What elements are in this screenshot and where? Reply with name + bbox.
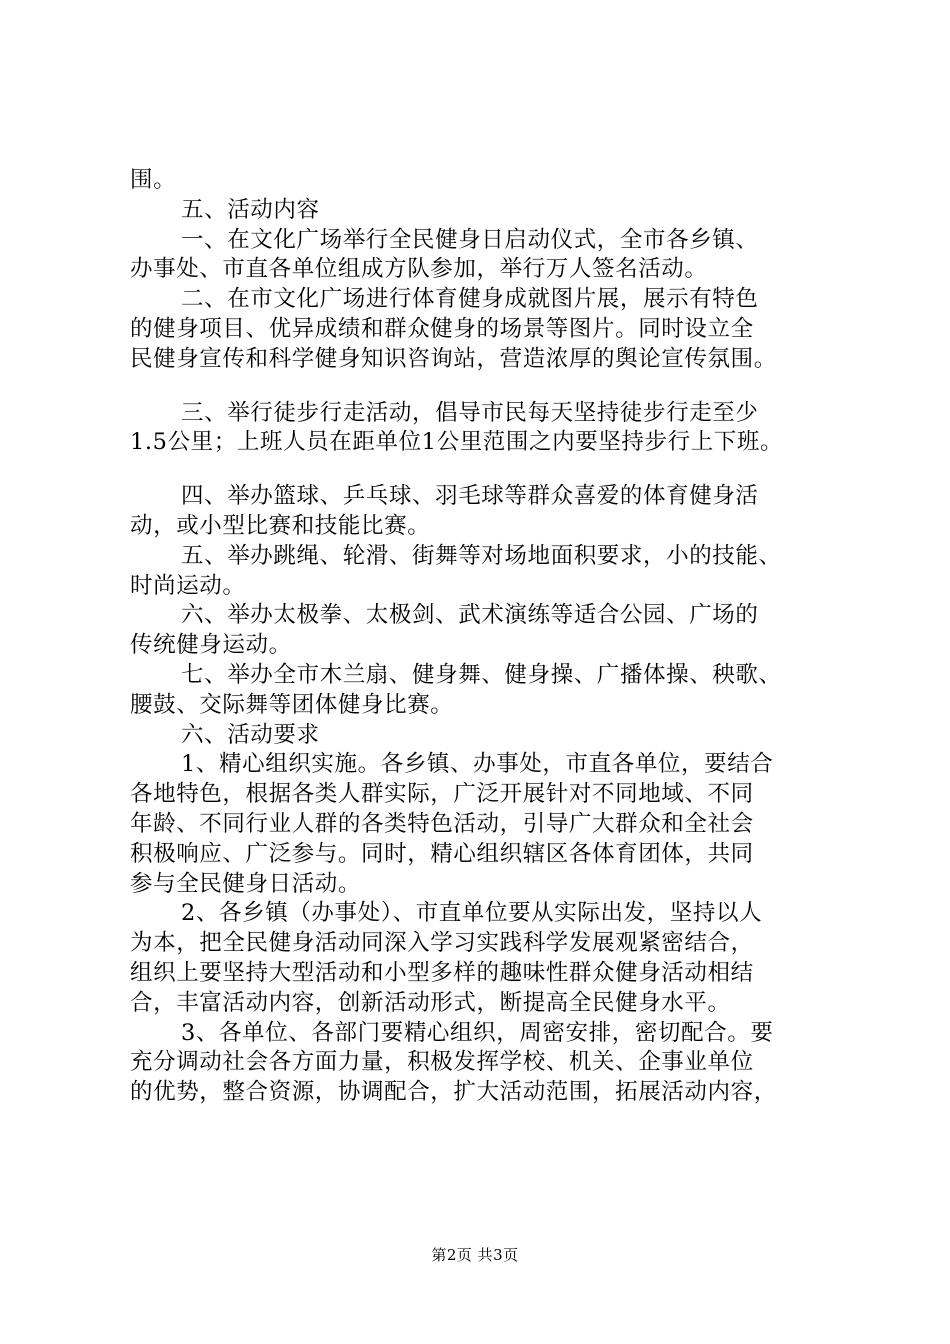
page-footer: 第2页 共3页 bbox=[431, 1246, 519, 1264]
text-line: 合，丰富活动内容，创新活动形式，断提高全民健身水平。 bbox=[130, 989, 731, 1016]
text-line: 民健身宣传和科学健身知识咨询站，营造浓厚的舆论宣传氛围。 bbox=[130, 345, 777, 372]
text-line: 办事处、市直各单位组成方队参加，举行万人签名活动。 bbox=[130, 256, 708, 283]
text-line: 组织上要坚持大型活动和小型多样的趣味性群众健身活动相结 bbox=[130, 959, 754, 986]
text-line: 的优势，整合资源，协调配合，扩大活动范围，拓展活动内容， bbox=[130, 1079, 777, 1106]
text-line: 时尚运动。 bbox=[130, 572, 246, 599]
text-line: 2、各乡镇（办事处）、市直单位要从实际出发，坚持以人 bbox=[181, 900, 763, 927]
text-line: 三、举行徒步行走活动，倡导市民每天坚持徒步行走至少 bbox=[181, 399, 759, 426]
text-line: 各地特色，根据各类人群实际，广泛开展针对不同地域、不同 bbox=[130, 781, 754, 808]
section-heading: 六、活动要求 bbox=[181, 721, 320, 748]
text-line: 四、举办篮球、乒乓球、羽毛球等群众喜爱的体育健身活 bbox=[181, 483, 759, 510]
text-line: 充分调动社会各方面力量，积极发挥学校、机关、企事业单位 bbox=[130, 1049, 754, 1076]
paragraph-gap bbox=[130, 458, 845, 482]
text-line: 1.5公里；上班人员在距单位1公里范围之内要坚持步行上下班。 bbox=[130, 429, 784, 456]
document-body bbox=[130, 166, 845, 1108]
text-line: 积极响应、广泛参与。同时，精心组织辖区各体育团体，共同 bbox=[130, 840, 754, 867]
text-line: 3、各单位、各部门要精心组织，周密安排，密切配合。要 bbox=[181, 1019, 774, 1046]
text-line: 1、精心组织实施。各乡镇、办事处，市直各单位，要结合 bbox=[181, 751, 774, 778]
text-line: 年龄、不同行业人群的各类特色活动，引导广大群众和全社会 bbox=[130, 810, 754, 837]
paragraph-gap bbox=[130, 375, 845, 399]
text-line: 参与全民健身日活动。 bbox=[130, 870, 362, 897]
text-line: 为本，把全民健身活动同深入学习实践科学发展观紧密结合， bbox=[130, 930, 754, 957]
text-line: 动，或小型比赛和技能比赛。 bbox=[130, 512, 431, 539]
text-line: 五、举办跳绳、轮滑、街舞等对场地面积要求，小的技能、 bbox=[181, 542, 782, 569]
text-line: 腰鼓、交际舞等团体健身比赛。 bbox=[130, 691, 454, 718]
section-heading: 五、活动内容 bbox=[181, 196, 320, 223]
text-line: 传统健身运动。 bbox=[130, 632, 292, 659]
text-line: 一、在文化广场举行全民健身日启动仪式，全市各乡镇、 bbox=[181, 226, 759, 253]
text-line: 六、举办太极拳、太极剑、武术演练等适合公园、广场的 bbox=[181, 602, 759, 629]
text-line: 七、举办全市木兰扇、健身舞、健身操、广播体操、秧歌、 bbox=[181, 661, 782, 688]
text-line: 二、在市文化广场进行体育健身成就图片展，展示有特色 bbox=[181, 286, 759, 313]
text-line: 围。 bbox=[130, 167, 177, 193]
text-line: 的健身项目、优异成绩和群众健身的场景等图片。同时设立全 bbox=[130, 315, 754, 342]
